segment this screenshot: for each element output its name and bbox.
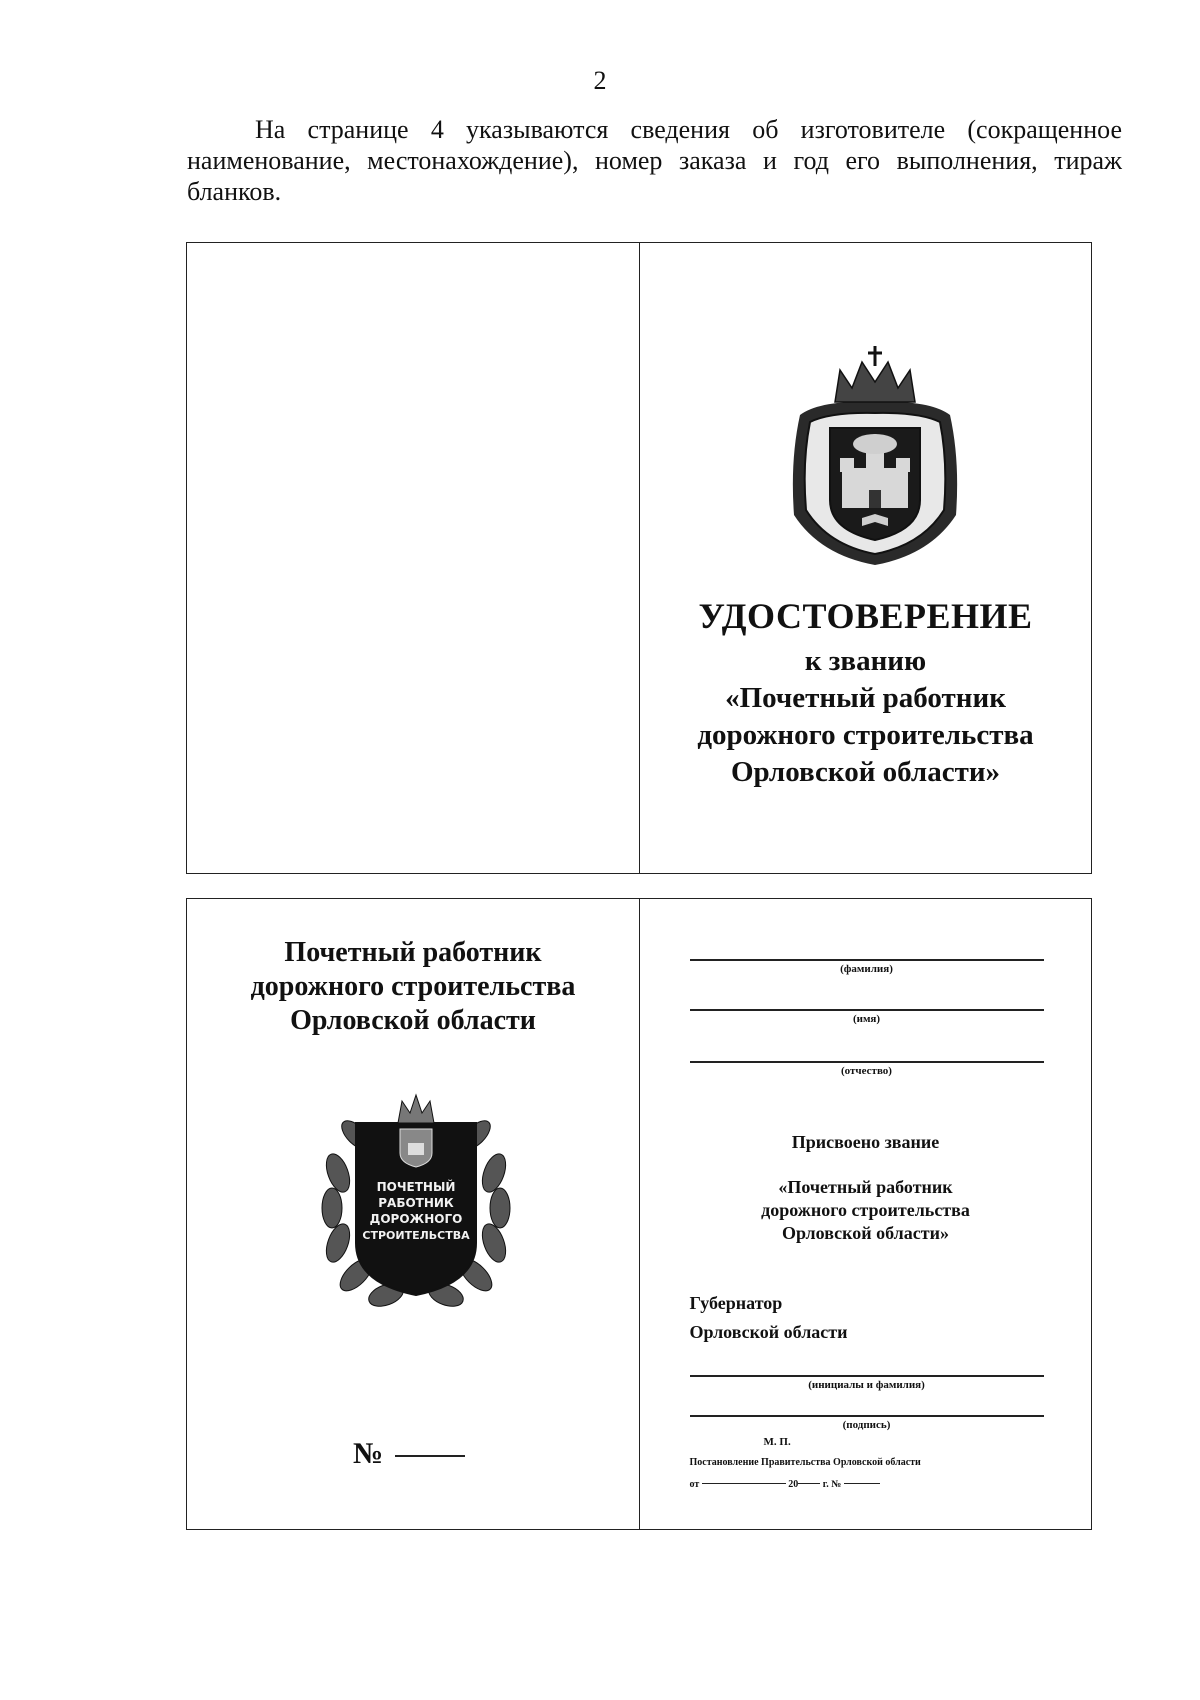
badge-text-line: ПОЧЕТНЫЙ — [376, 1180, 456, 1194]
title-line: дорожного строительства — [250, 971, 576, 1002]
surname-caption: (фамилия) — [840, 963, 893, 975]
assigned-label: Присвоено звание — [791, 1132, 940, 1152]
coat-of-arms-icon — [780, 340, 970, 570]
decree-date-line — [690, 1479, 880, 1490]
assigned-title-line: «Почетный работник — [778, 1177, 953, 1197]
title-line: Орловской области — [290, 1005, 536, 1036]
document-title: УДОСТОВЕРЕНИЕ — [698, 596, 1033, 636]
decree-date-blank[interactable] — [702, 1483, 786, 1484]
name-line[interactable] — [690, 1009, 1044, 1011]
governor-line: Губернатор — [689, 1293, 783, 1313]
initials-caption: (инициалы и фамилия) — [808, 1379, 925, 1391]
front-cover-page — [639, 243, 1092, 873]
cover-line: «Почетный работник — [725, 682, 1006, 714]
name-caption: (имя) — [852, 1013, 881, 1025]
decree-number-label: г. № — [822, 1479, 842, 1490]
assigned-title — [640, 1176, 1092, 1245]
cover-spread — [186, 242, 1092, 874]
surname-line[interactable] — [690, 959, 1044, 961]
decree-year: 20 — [788, 1479, 799, 1490]
governor-block — [690, 1289, 848, 1347]
inside-right-page — [639, 899, 1092, 1529]
initials-line[interactable] — [690, 1375, 1044, 1377]
inside-spread — [186, 898, 1092, 1530]
oryol-coat-of-arms — [780, 340, 970, 570]
number-blank[interactable] — [395, 1455, 465, 1457]
number-label: № — [353, 1437, 384, 1470]
page-number: 2 — [593, 66, 607, 95]
certificate-number — [353, 1437, 465, 1471]
intro-text: На странице 4 указываются сведения об изготовителе (сокращенное наименование, местонахождение), номер заказа и год его выполнения, тираж бланков. — [187, 115, 1122, 206]
decree-label: Постановление Правительства Орловской области — [689, 1457, 921, 1468]
back-cover-page — [187, 243, 639, 873]
decree-number-blank[interactable] — [844, 1483, 880, 1484]
stamp-place: М. П. — [763, 1436, 791, 1448]
title-line: Почетный работник — [284, 937, 542, 968]
cover-subtitle — [640, 643, 1092, 791]
cover-line: дорожного строительства — [697, 719, 1034, 751]
honorary-badge — [316, 1083, 516, 1313]
badge-text-line: СТРОИТЕЛЬСТВА — [362, 1229, 470, 1242]
honorary-title — [187, 936, 639, 1038]
patronymic-line[interactable] — [690, 1061, 1044, 1063]
badge-icon — [316, 1083, 516, 1313]
signature-caption: (подпись) — [842, 1419, 891, 1431]
cover-line: Орловской области» — [730, 756, 1001, 788]
inside-left-page — [187, 899, 639, 1529]
intro-paragraph — [187, 114, 1122, 207]
assigned-title-line: Орловской области» — [781, 1223, 949, 1243]
badge-text-line: РАБОТНИК — [378, 1196, 454, 1210]
signature-line[interactable] — [690, 1415, 1044, 1417]
decree-year-blank[interactable] — [798, 1483, 820, 1484]
badge-text-line: ДОРОЖНОГО — [369, 1212, 463, 1226]
governor-line: Орловской области — [689, 1322, 848, 1342]
patronymic-caption: (отчество) — [841, 1065, 892, 1077]
cover-line: к званию — [804, 645, 927, 677]
decree-from: от — [689, 1479, 700, 1490]
assigned-title-line: дорожного строительства — [761, 1200, 970, 1220]
